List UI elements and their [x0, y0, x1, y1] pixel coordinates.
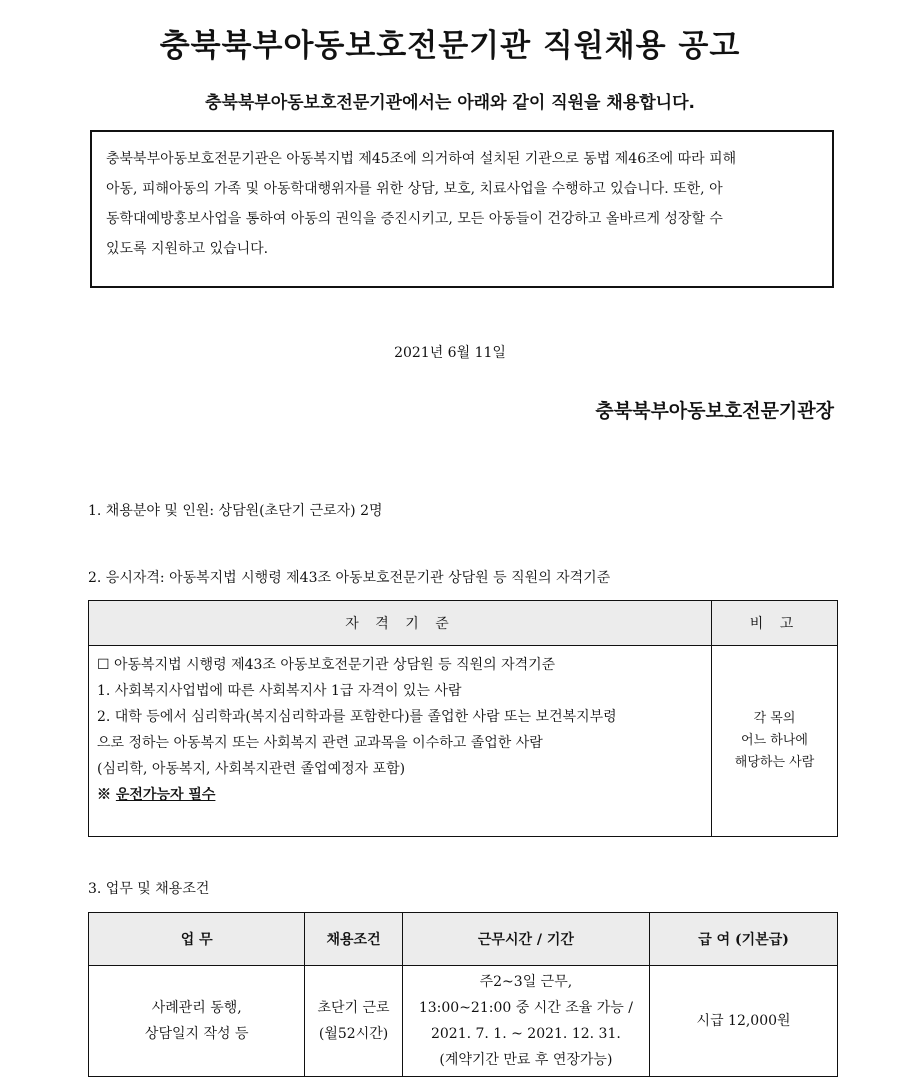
intro-line: 아동, 피해아동의 가족 및 아동학대행위자를 위한 상담, 보호, 치료사업을 수행하고 있습니다. 또한, 아 [106, 181, 723, 197]
criteria-header: 자 격 기 준 [89, 601, 712, 646]
qualification-table [88, 600, 838, 837]
condition-header: 채용조건 [305, 913, 402, 966]
hours-line: (계약기간 만료 후 연장가능) [439, 1052, 613, 1068]
hours-header: 근무시간 / 기간 [402, 913, 649, 966]
notice-date: 2021년 6월 11일 [394, 345, 506, 361]
note-line: 각 목의 [753, 711, 796, 726]
qualification-body-row [89, 646, 838, 837]
note-line: 어느 하나에 [741, 733, 808, 748]
section-3-heading: 3. 업무 및 채용조건 [88, 881, 210, 897]
salary-header: 급 여 (기본급) [650, 913, 838, 966]
work-line: 사례관리 동행, [151, 1000, 242, 1016]
notice-title: 충북북부아동보호전문기관 직원채용 공고 [159, 28, 741, 64]
section-2-heading: 2. 응시자격: 아동복지법 시행령 제43조 아동보호전문기관 상담원 등 직원의 자격기준 [88, 570, 611, 586]
hours-cell [402, 966, 649, 1077]
intro-line: 있도록 지원하고 있습니다. [106, 241, 269, 257]
hours-line: 13:00~21:00 중 시간 조율 가능 / [418, 1000, 633, 1016]
driving-requirement-text: 운전가능자 필수 [115, 787, 216, 803]
note-cell [712, 646, 838, 837]
criteria-line: (심리학, 아동복지, 사회복지관련 졸업예정자 포함) [97, 761, 406, 777]
hours-line: 주2~3일 근무, [479, 974, 573, 990]
intro-line: 동학대예방홍보사업을 통하여 아동의 권익을 증진시키고, 모든 아동들이 건강하고 올바르게 성장할 수 [106, 211, 723, 227]
qualification-header-row [89, 601, 838, 646]
criteria-cell [89, 646, 712, 837]
section-1-heading: 1. 채용분야 및 인원: 상담원(초단기 근로자) 2명 [88, 503, 383, 519]
criteria-line: ☐ 아동복지법 시행령 제43조 아동보호전문기관 상담원 등 직원의 자격기준 [97, 657, 556, 673]
organization-head: 충북북부아동보호전문기관장 [595, 400, 834, 422]
criteria-line: 1. 사회복지사업법에 따른 사회복지사 1급 자격이 있는 사람 [97, 683, 462, 699]
work-line: 상담일지 작성 등 [144, 1026, 249, 1042]
condition-line: 초단기 근로 [317, 1000, 390, 1016]
intro-box [90, 130, 834, 288]
note-header: 비 고 [712, 601, 838, 646]
work-header: 업 무 [89, 913, 305, 966]
reference-mark: ※ [97, 787, 116, 803]
conditions-header-row [89, 913, 838, 966]
notice-subtitle: 충북북부아동보호전문기관에서는 아래와 같이 직원을 채용합니다. [205, 93, 695, 113]
condition-cell [305, 966, 402, 1077]
conditions-row [89, 966, 838, 1077]
work-cell [89, 966, 305, 1077]
criteria-line: 으로 정하는 아동복지 또는 사회복지 관련 교과목을 이수하고 졸업한 사람 [97, 735, 543, 751]
condition-line: (월52시간) [318, 1026, 389, 1042]
salary-cell: 시급 12,000원 [650, 966, 838, 1077]
note-line: 해당하는 사람 [734, 755, 815, 770]
hours-line: 2021. 7. 1. ~ 2021. 12. 31. [430, 1026, 621, 1042]
driving-requirement [97, 782, 703, 808]
intro-line: 충북북부아동보호전문기관은 아동복지법 제45조에 의거하여 설치된 기관으로 동법 제46조에 따라 피해 [106, 151, 737, 167]
criteria-line: 2. 대학 등에서 심리학과(복지심리학과를 포함한다)를 졸업한 사람 또는 보건복지부령 [97, 709, 617, 725]
conditions-table [88, 912, 838, 1077]
